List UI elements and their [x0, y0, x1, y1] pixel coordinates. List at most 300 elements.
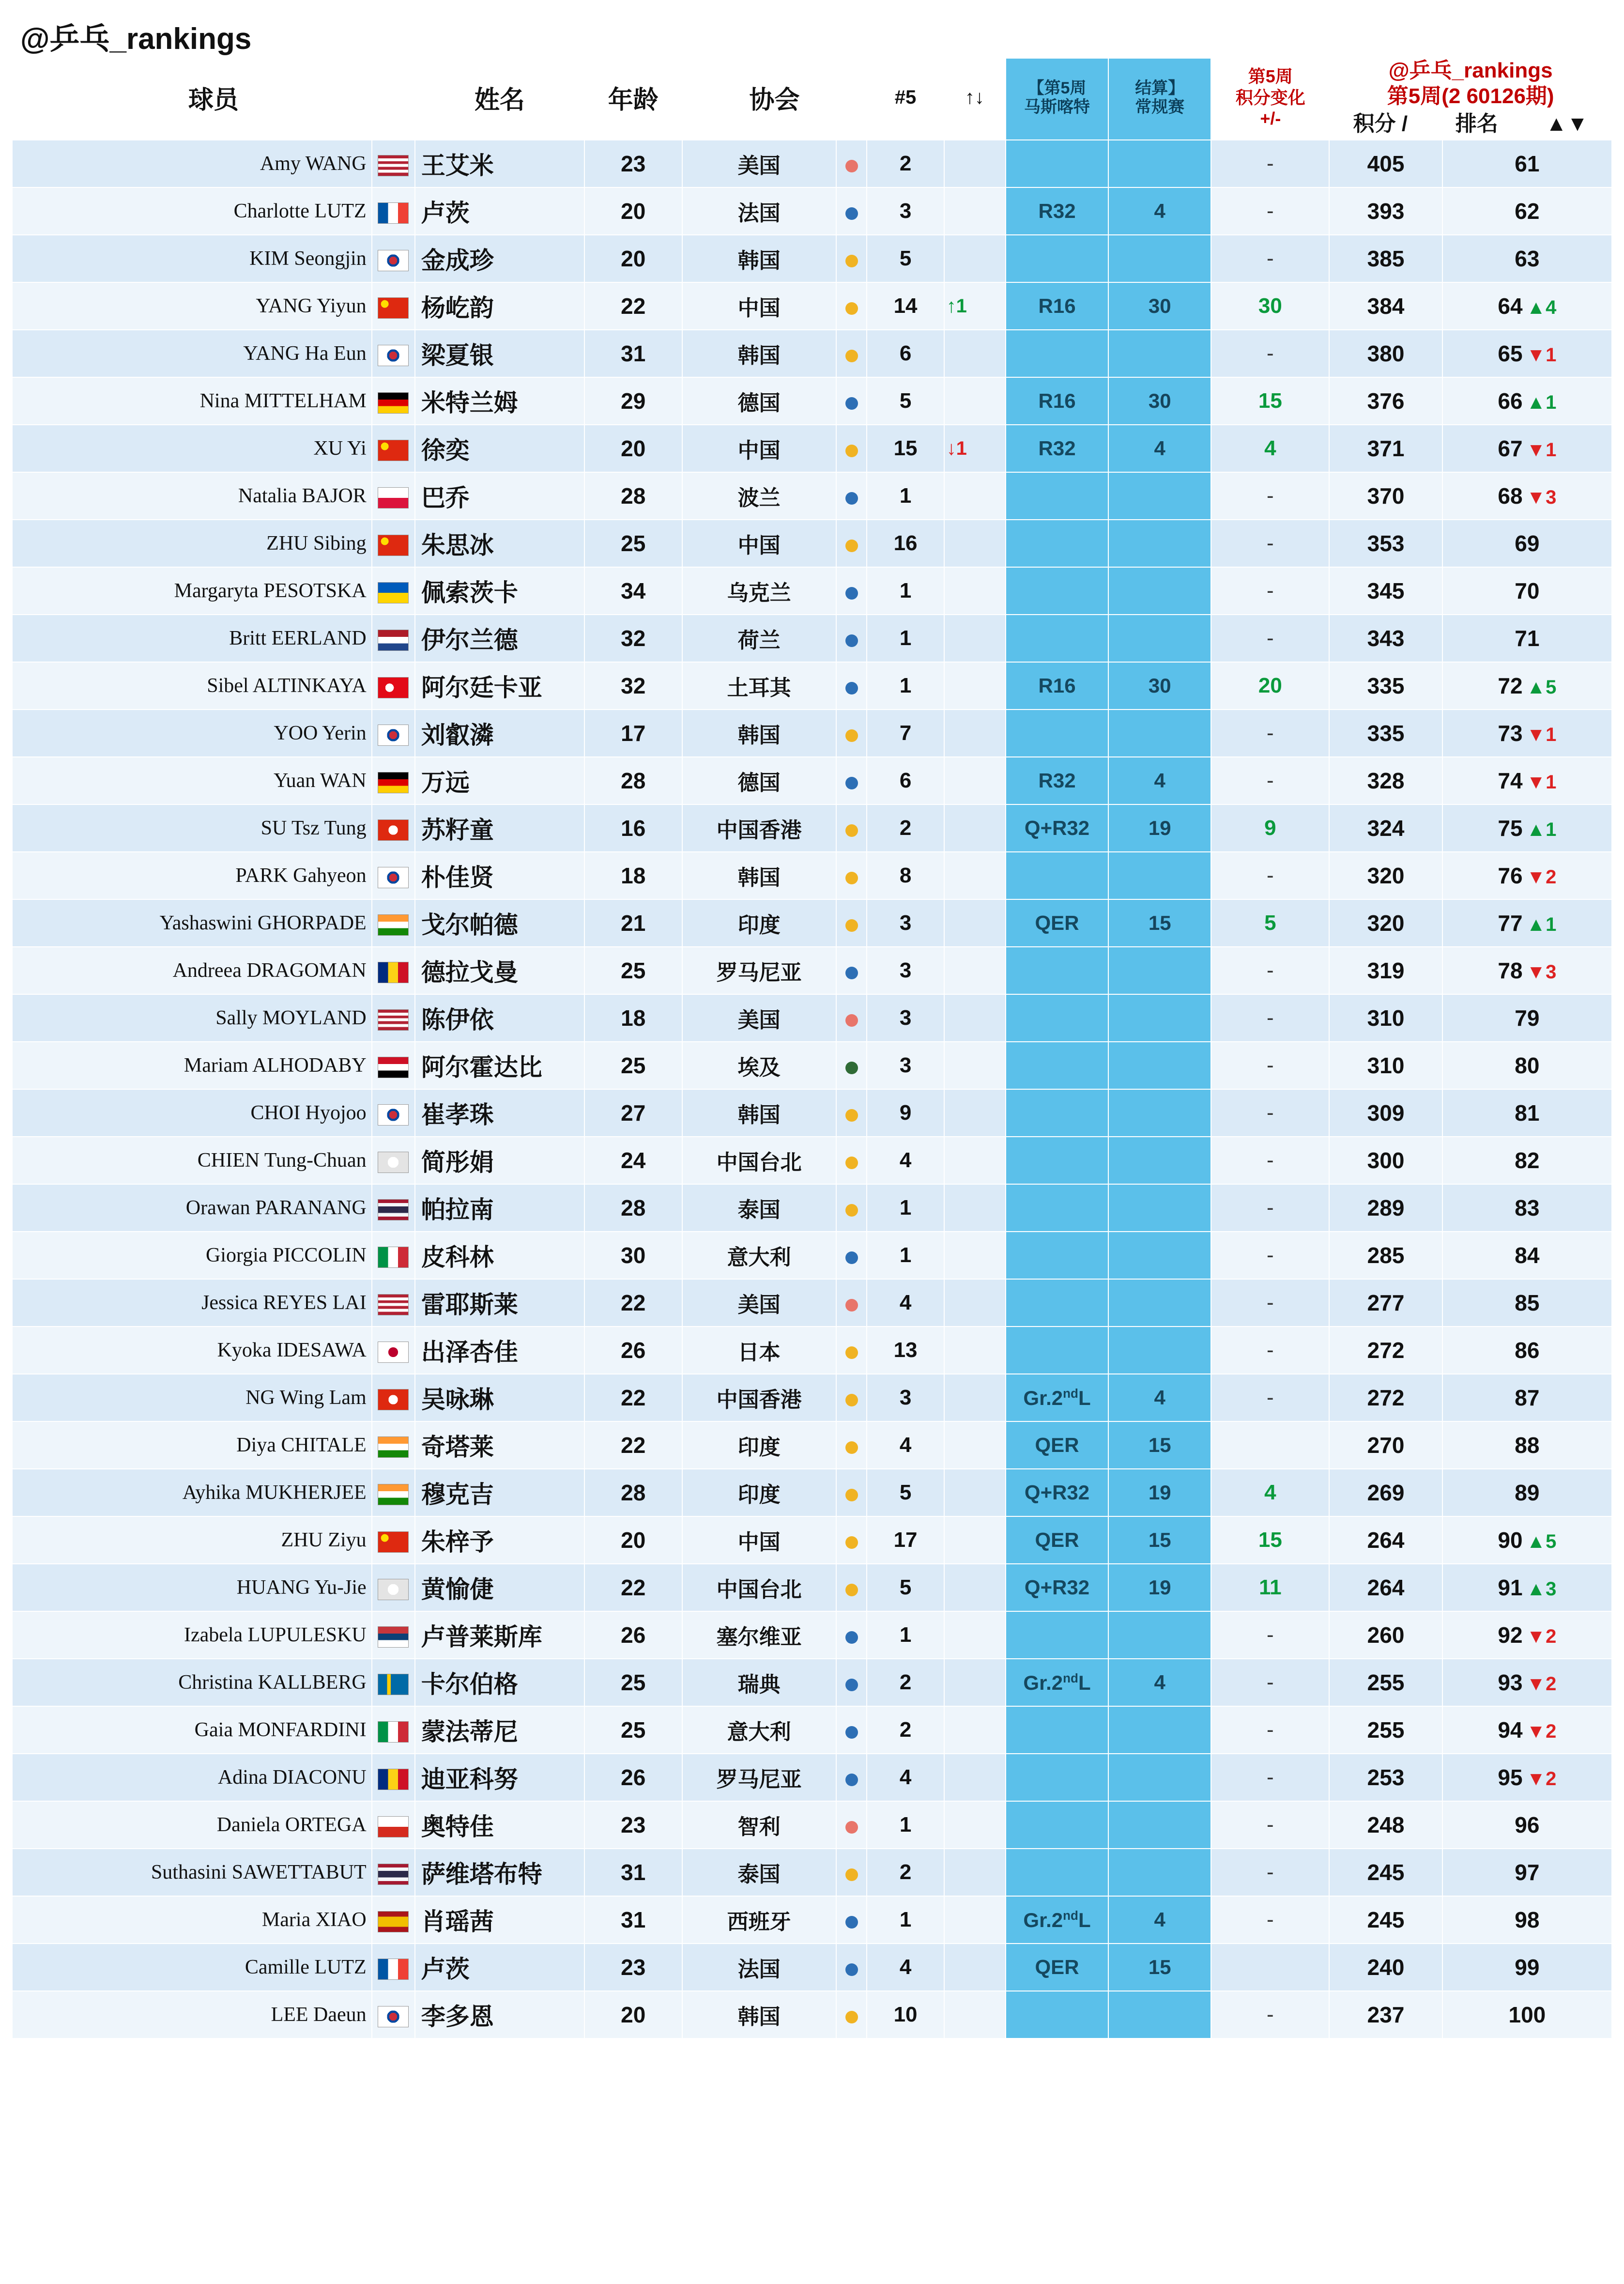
table-row[interactable] [12, 1896, 1612, 1944]
continent-dot [845, 1536, 858, 1549]
total-points: 277 [1329, 1279, 1442, 1327]
player-name-latin: HUANG Yu-Jie [12, 1564, 372, 1611]
event-count: 3 [867, 899, 944, 947]
player-association: 韩国 [682, 852, 836, 899]
flag-cell [372, 1232, 415, 1279]
total-points: 270 [1329, 1421, 1442, 1469]
player-name-cn: 梁夏银 [415, 330, 584, 377]
event-count: 3 [867, 1374, 944, 1421]
table-row[interactable] [12, 1754, 1612, 1801]
table-row[interactable] [12, 804, 1612, 852]
player-association: 中国 [682, 282, 836, 330]
player-name-cn: 朱思冰 [415, 520, 584, 567]
table-row[interactable] [12, 1327, 1612, 1374]
event-count: 2 [867, 804, 944, 852]
regular-points [1108, 140, 1211, 187]
event-count: 2 [867, 1659, 944, 1706]
points-change: - [1211, 757, 1329, 804]
event-count-change [944, 567, 1006, 615]
continent-dot-cell [836, 947, 867, 994]
player-name-latin: Nina MITTELHAM [12, 377, 372, 425]
event-count: 1 [867, 472, 944, 520]
continent-dot-cell [836, 899, 867, 947]
table-row[interactable] [12, 1089, 1612, 1137]
continent-dot-cell [836, 757, 867, 804]
flag-cell [372, 235, 415, 282]
total-points: 272 [1329, 1327, 1442, 1374]
player-name-cn: 卢茨 [415, 1944, 584, 1991]
table-row[interactable] [12, 1042, 1612, 1089]
player-association: 智利 [682, 1801, 836, 1849]
player-name-latin: Charlotte LUTZ [12, 187, 372, 235]
flag-cell [372, 1706, 415, 1754]
total-points: 345 [1329, 567, 1442, 615]
col-change-line2: 积分变化 [1235, 87, 1305, 108]
points-change: - [1211, 567, 1329, 615]
table-row[interactable] [12, 852, 1612, 899]
event-count: 14 [867, 282, 944, 330]
points-change: - [1211, 472, 1329, 520]
points-change: - [1211, 1754, 1329, 1801]
event-count-change [944, 1611, 1006, 1659]
points-change: 15 [1211, 1516, 1329, 1564]
rank-change: ▼1 [1526, 439, 1557, 461]
player-association: 中国香港 [682, 1374, 836, 1421]
col-rank: 排名 [1455, 111, 1498, 136]
week-result: R32 [1006, 187, 1108, 235]
continent-dot [845, 397, 858, 410]
flag-kr [378, 725, 409, 746]
regular-points [1108, 947, 1211, 994]
table-row[interactable] [12, 330, 1612, 377]
event-count: 8 [867, 852, 944, 899]
flag-es [378, 1911, 409, 1932]
total-points: 255 [1329, 1659, 1442, 1706]
event-count: 4 [867, 1421, 944, 1469]
week-result [1006, 1801, 1108, 1849]
points-change: - [1211, 1611, 1329, 1659]
table-row[interactable] [12, 1611, 1612, 1659]
player-name-cn: 简彤娟 [415, 1137, 584, 1184]
player-name-latin: PARK Gahyeon [12, 852, 372, 899]
flag-cell [372, 282, 415, 330]
table-row[interactable] [12, 1659, 1612, 1706]
continent-dot-cell [836, 377, 867, 425]
world-rank: 97 [1442, 1849, 1612, 1896]
total-points: 384 [1329, 282, 1442, 330]
player-association: 土耳其 [682, 662, 836, 710]
event-count-change [944, 1042, 1006, 1089]
flag-tr [378, 677, 409, 698]
player-age: 20 [584, 1516, 682, 1564]
table-row[interactable] [12, 1279, 1612, 1327]
week-result [1006, 1611, 1108, 1659]
event-count-change [944, 472, 1006, 520]
regular-points [1108, 1801, 1211, 1849]
table-row[interactable] [12, 235, 1612, 282]
player-association: 日本 [682, 1327, 836, 1374]
world-rank: 79 [1442, 994, 1612, 1042]
event-count: 3 [867, 187, 944, 235]
regular-points: 19 [1108, 1469, 1211, 1516]
total-points: 353 [1329, 520, 1442, 567]
continent-dot-cell [836, 187, 867, 235]
table-row[interactable] [12, 615, 1612, 662]
points-change: - [1211, 615, 1329, 662]
regular-points [1108, 1754, 1211, 1801]
continent-dot-cell [836, 615, 867, 662]
flag-fr [378, 1959, 409, 1980]
event-count: 3 [867, 994, 944, 1042]
event-count: 4 [867, 1279, 944, 1327]
player-name-latin: YANG Ha Eun [12, 330, 372, 377]
week-result: Gr.2ndL [1006, 1374, 1108, 1421]
player-age: 30 [584, 1232, 682, 1279]
event-count: 17 [867, 1516, 944, 1564]
flag-cell [372, 662, 415, 710]
player-association: 韩国 [682, 1089, 836, 1137]
week-result [1006, 1089, 1108, 1137]
table-row[interactable] [12, 1469, 1612, 1516]
regular-points [1108, 852, 1211, 899]
player-name-latin: Orawan PARANANG [12, 1184, 372, 1232]
rank-change: ▲3 [1526, 1578, 1557, 1600]
table-row[interactable] [12, 710, 1612, 757]
total-points: 264 [1329, 1516, 1442, 1564]
world-rank: 92 ▼2 [1442, 1611, 1612, 1659]
rank-change: ▼1 [1526, 724, 1557, 746]
player-age: 28 [584, 1469, 682, 1516]
flag-cell [372, 1089, 415, 1137]
event-count-change [944, 1279, 1006, 1327]
player-association: 韩国 [682, 330, 836, 377]
table-row[interactable] [12, 377, 1612, 425]
total-points: 245 [1329, 1849, 1442, 1896]
points-change: - [1211, 1849, 1329, 1896]
player-age: 25 [584, 520, 682, 567]
world-rank: 90 ▲5 [1442, 1516, 1612, 1564]
player-age: 18 [584, 852, 682, 899]
player-name-cn: 金成珍 [415, 235, 584, 282]
regular-points: 4 [1108, 1374, 1211, 1421]
total-points: 371 [1329, 425, 1442, 472]
continent-dot-cell [836, 1232, 867, 1279]
table-body [12, 140, 1612, 2038]
flag-cell [372, 377, 415, 425]
event-count-change [944, 1232, 1006, 1279]
points-change: - [1211, 1991, 1329, 2038]
col-age: 年龄 [584, 58, 682, 140]
table-row[interactable] [12, 1849, 1612, 1896]
flag-cell [372, 804, 415, 852]
flag-kr [378, 345, 409, 366]
week-result: R32 [1006, 425, 1108, 472]
continent-dot-cell [836, 1564, 867, 1611]
points-change: - [1211, 947, 1329, 994]
table-row[interactable] [12, 1137, 1612, 1184]
player-association: 意大利 [682, 1232, 836, 1279]
event-count-change [944, 1754, 1006, 1801]
week-result [1006, 567, 1108, 615]
flag-cell [372, 994, 415, 1042]
world-rank: 82 [1442, 1137, 1612, 1184]
player-age: 31 [584, 1849, 682, 1896]
table-row[interactable] [12, 1374, 1612, 1421]
player-name-cn: 卢普莱斯库 [415, 1611, 584, 1659]
continent-dot-cell [836, 1849, 867, 1896]
regular-points [1108, 994, 1211, 1042]
flag-cell [372, 472, 415, 520]
table-row[interactable] [12, 1991, 1612, 2038]
flag-it [378, 1247, 409, 1268]
regular-points: 15 [1108, 899, 1211, 947]
points-change: - [1211, 1801, 1329, 1849]
world-rank: 91 ▲3 [1442, 1564, 1612, 1611]
player-age: 20 [584, 425, 682, 472]
table-row[interactable] [12, 1706, 1612, 1754]
player-association: 印度 [682, 899, 836, 947]
week-result: R16 [1006, 377, 1108, 425]
col-player: 球员 [12, 58, 415, 140]
player-name-latin: YOO Yerin [12, 710, 372, 757]
continent-dot [845, 492, 858, 505]
player-name-cn: 朱梓予 [415, 1516, 584, 1564]
player-age: 24 [584, 1137, 682, 1184]
continent-dot-cell [836, 1374, 867, 1421]
week-result: Gr.2ndL [1006, 1896, 1108, 1944]
player-association: 美国 [682, 1279, 836, 1327]
player-age: 23 [584, 1801, 682, 1849]
event-count: 6 [867, 330, 944, 377]
table-row[interactable] [12, 1232, 1612, 1279]
event-count-change [944, 520, 1006, 567]
table-row[interactable] [12, 187, 1612, 235]
player-name-latin: Suthasini SAWETTABUT [12, 1849, 372, 1896]
table-row[interactable] [12, 947, 1612, 994]
week-result [1006, 994, 1108, 1042]
regular-points: 4 [1108, 425, 1211, 472]
continent-dot-cell [836, 1754, 867, 1801]
flag-cell [372, 1421, 415, 1469]
event-count: 5 [867, 235, 944, 282]
regular-points: 19 [1108, 804, 1211, 852]
player-name-latin: ZHU Ziyu [12, 1516, 372, 1564]
flag-tw [378, 1579, 409, 1600]
col-change-line1: 第5周 [1248, 66, 1293, 87]
world-rank: 93 ▼2 [1442, 1659, 1612, 1706]
player-association: 韩国 [682, 235, 836, 282]
flag-it [378, 1721, 409, 1743]
continent-dot-cell [836, 425, 867, 472]
continent-dot [845, 1679, 858, 1691]
world-rank: 61 [1442, 140, 1612, 187]
player-age: 26 [584, 1754, 682, 1801]
week-result [1006, 1184, 1108, 1232]
player-name-cn: 佩索茨卡 [415, 567, 584, 615]
player-name-cn: 杨屹韵 [415, 282, 584, 330]
table-row[interactable] [12, 1944, 1612, 1991]
continent-dot-cell [836, 1089, 867, 1137]
player-name-latin: NG Wing Lam [12, 1374, 372, 1421]
player-name-cn: 萨维塔布特 [415, 1849, 584, 1896]
continent-dot-cell [836, 1279, 867, 1327]
flag-cell [372, 1754, 415, 1801]
col-updown-arrow: ↑↓ [944, 58, 1006, 140]
player-age: 28 [584, 1184, 682, 1232]
continent-dot-cell [836, 1042, 867, 1089]
player-age: 28 [584, 757, 682, 804]
event-count-change [944, 994, 1006, 1042]
player-name-cn: 卡尔伯格 [415, 1659, 584, 1706]
flag-kr [378, 2006, 409, 2027]
event-count: 2 [867, 1849, 944, 1896]
flag-cn [378, 535, 409, 556]
continent-dot [845, 634, 858, 647]
week-result: R16 [1006, 662, 1108, 710]
regular-points: 30 [1108, 377, 1211, 425]
event-count: 7 [867, 710, 944, 757]
col-regular [1108, 58, 1211, 140]
player-age: 31 [584, 1896, 682, 1944]
flag-cell [372, 1944, 415, 1991]
continent-dot-cell [836, 282, 867, 330]
flag-cell [372, 757, 415, 804]
flag-cn [378, 1531, 409, 1553]
flag-th [378, 1199, 409, 1220]
week-result [1006, 1042, 1108, 1089]
total-points: 370 [1329, 472, 1442, 520]
table-row[interactable] [12, 425, 1612, 472]
event-count-change [944, 757, 1006, 804]
player-association: 中国 [682, 1516, 836, 1564]
regular-points: 15 [1108, 1421, 1211, 1469]
continent-dot [845, 1394, 858, 1406]
player-name-cn: 阿尔廷卡亚 [415, 662, 584, 710]
player-association: 瑞典 [682, 1659, 836, 1706]
continent-dot [845, 1204, 858, 1217]
week-result [1006, 1279, 1108, 1327]
continent-dot-cell [836, 1327, 867, 1374]
player-name-cn: 王艾米 [415, 140, 584, 187]
table-row[interactable] [12, 1516, 1612, 1564]
event-count-change [944, 1849, 1006, 1896]
flag-de [378, 772, 409, 793]
player-name-cn: 卢茨 [415, 187, 584, 235]
world-rank: 64 ▲4 [1442, 282, 1612, 330]
points-change: - [1211, 1232, 1329, 1279]
col-right-header [1329, 58, 1612, 140]
table-row[interactable] [12, 662, 1612, 710]
col-regular-line2: 常规赛 [1135, 97, 1185, 116]
world-rank: 67 ▼1 [1442, 425, 1612, 472]
table-row[interactable] [12, 282, 1612, 330]
event-count-change [944, 140, 1006, 187]
player-association: 中国香港 [682, 804, 836, 852]
table-row[interactable] [12, 1801, 1612, 1849]
player-name-latin: Yuan WAN [12, 757, 372, 804]
points-change: 5 [1211, 899, 1329, 947]
continent-dot-cell [836, 662, 867, 710]
player-name-latin: ZHU Sibing [12, 520, 372, 567]
continent-dot-cell [836, 1611, 867, 1659]
table-row[interactable] [12, 140, 1612, 187]
regular-points: 19 [1108, 1564, 1211, 1611]
points-change: - [1211, 1279, 1329, 1327]
col-change-line3: +/- [1260, 108, 1281, 128]
world-rank: 62 [1442, 187, 1612, 235]
points-change: 11 [1211, 1564, 1329, 1611]
week-result: Gr.2ndL [1006, 1659, 1108, 1706]
player-association: 西班牙 [682, 1896, 836, 1944]
flag-ro [378, 1769, 409, 1790]
total-points: 310 [1329, 994, 1442, 1042]
player-association: 意大利 [682, 1706, 836, 1754]
table-row[interactable] [12, 472, 1612, 520]
player-age: 23 [584, 1944, 682, 1991]
player-age: 17 [584, 710, 682, 757]
table-row[interactable] [12, 1184, 1612, 1232]
flag-cell [372, 1801, 415, 1849]
continent-dot [845, 445, 858, 457]
week-result: QER [1006, 1516, 1108, 1564]
points-change: 9 [1211, 804, 1329, 852]
world-rank: 77 ▲1 [1442, 899, 1612, 947]
world-rank: 75 ▲1 [1442, 804, 1612, 852]
flag-cell [372, 1991, 415, 2038]
table-row[interactable] [12, 757, 1612, 804]
flag-in [378, 914, 409, 936]
player-name-latin: Izabela LUPULESKU [12, 1611, 372, 1659]
event-count-change [944, 615, 1006, 662]
event-count-change [944, 1801, 1006, 1849]
player-name-latin: Daniela ORTEGA [12, 1801, 372, 1849]
total-points: 343 [1329, 615, 1442, 662]
table-row[interactable] [12, 520, 1612, 567]
event-count: 1 [867, 1232, 944, 1279]
regular-points: 4 [1108, 1659, 1211, 1706]
continent-dot [845, 777, 858, 789]
table-row[interactable] [12, 994, 1612, 1042]
player-name-latin: Natalia BAJOR [12, 472, 372, 520]
week-result: QER [1006, 899, 1108, 947]
week-result [1006, 1327, 1108, 1374]
player-association: 美国 [682, 140, 836, 187]
table-row[interactable] [12, 567, 1612, 615]
event-count: 13 [867, 1327, 944, 1374]
table-row[interactable] [12, 1564, 1612, 1611]
col-week-line1: 【第5周 [1027, 78, 1087, 97]
event-count: 5 [867, 377, 944, 425]
player-name-cn: 蒙法蒂尼 [415, 1706, 584, 1754]
flag-cell [372, 330, 415, 377]
world-rank: 63 [1442, 235, 1612, 282]
points-change [1211, 1944, 1329, 1991]
player-name-cn: 朴佳贤 [415, 852, 584, 899]
col-event-count: #5 [867, 58, 944, 140]
total-points: 260 [1329, 1611, 1442, 1659]
player-association: 印度 [682, 1469, 836, 1516]
continent-dot [845, 1157, 858, 1169]
week-result: QER [1006, 1944, 1108, 1991]
table-row[interactable] [12, 899, 1612, 947]
continent-dot-cell [836, 567, 867, 615]
regular-points [1108, 1327, 1211, 1374]
regular-points [1108, 1849, 1211, 1896]
player-association: 罗马尼亚 [682, 1754, 836, 1801]
regular-points [1108, 1184, 1211, 1232]
table-row[interactable] [12, 1421, 1612, 1469]
player-name-latin: Giorgia PICCOLIN [12, 1232, 372, 1279]
